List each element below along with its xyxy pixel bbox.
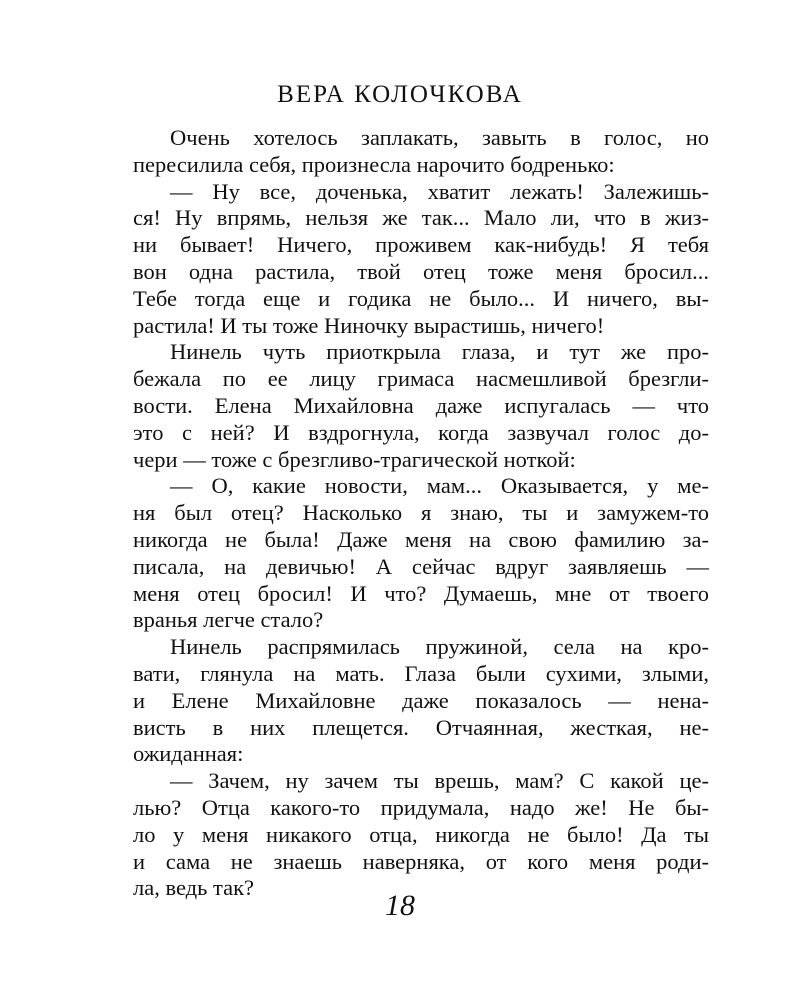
text-line: вранья легче стало? [133,607,324,633]
page-number: 18 [385,889,415,922]
text-line: вости. Елена Михайловна даже испугалась — что [133,392,709,418]
text-line: растила! И ты тоже Ниночку вырастишь, ничего! [133,312,605,338]
text-line: — О, какие новости, мам... Оказывается, у ме- [170,473,709,499]
text-line: — Ну все, доченька, хватит лежать! Залежишь- [170,178,709,204]
body-text [133,125,709,902]
text-line: Нинель распрямилась пружиной, села на кро- [170,634,709,660]
text-line: ожиданная: [133,741,244,767]
text-line: Нинель чуть приоткрыла глаза, и тут же про- [170,339,709,365]
running-header-author: ВЕРА КОЛОЧКОВА [277,81,523,108]
text-line: и сама не знаешь наверняка, от кого меня роди- [133,848,709,874]
text-line: и Елене Михайловне даже показалось — нена- [133,687,709,713]
text-line: ся! Ну впрямь, нельзя же так... Мало ли, что в жиз- [133,205,709,231]
text-line: вон одна растила, твой отец тоже меня бросил... [133,258,709,284]
text-line: пересилила себя, произнесла нарочито бодренько: [133,151,615,177]
text-line: ло у меня никакого отца, никогда не было! Да ты [133,821,709,847]
text-line: это с ней? И вздрогнула, когда зазвучал голос до- [133,419,709,445]
text-line: Тебе тогда еще и годика не было... И ничего, вы- [133,285,709,311]
text-line: Очень хотелось заплакать, завыть в голос, но [170,125,709,150]
text-line: писала, на девичью! А сейчас вдруг заявляешь — [133,553,709,579]
text-line: — Зачем, ну зачем ты врешь, мам? С какой це- [170,768,709,794]
text-line: висть в них плещется. Отчаянная, жесткая, не- [133,714,709,740]
text-line: ла, ведь так? [133,875,254,901]
text-line: бежала по ее лицу гримаса насмешливой брезгли- [133,366,709,392]
text-line: ня был отец? Насколько я знаю, ты и замужем-то [133,500,709,526]
text-line: чери — тоже с брезгливо-трагической ноткой: [133,446,576,472]
text-line: меня отец бросил! И что? Думаешь, мне от твоего [133,580,709,606]
text-line: вати, глянула на мать. Глаза были сухими, злыми, [133,660,709,686]
text-line: ни бывает! Ничего, проживем как-нибудь! Я тебя [133,232,709,258]
text-line: лью? Отца какого-то придумала, надо же! Не бы- [133,794,709,820]
text-line: никогда не была! Даже меня на свою фамилию за- [133,526,709,552]
